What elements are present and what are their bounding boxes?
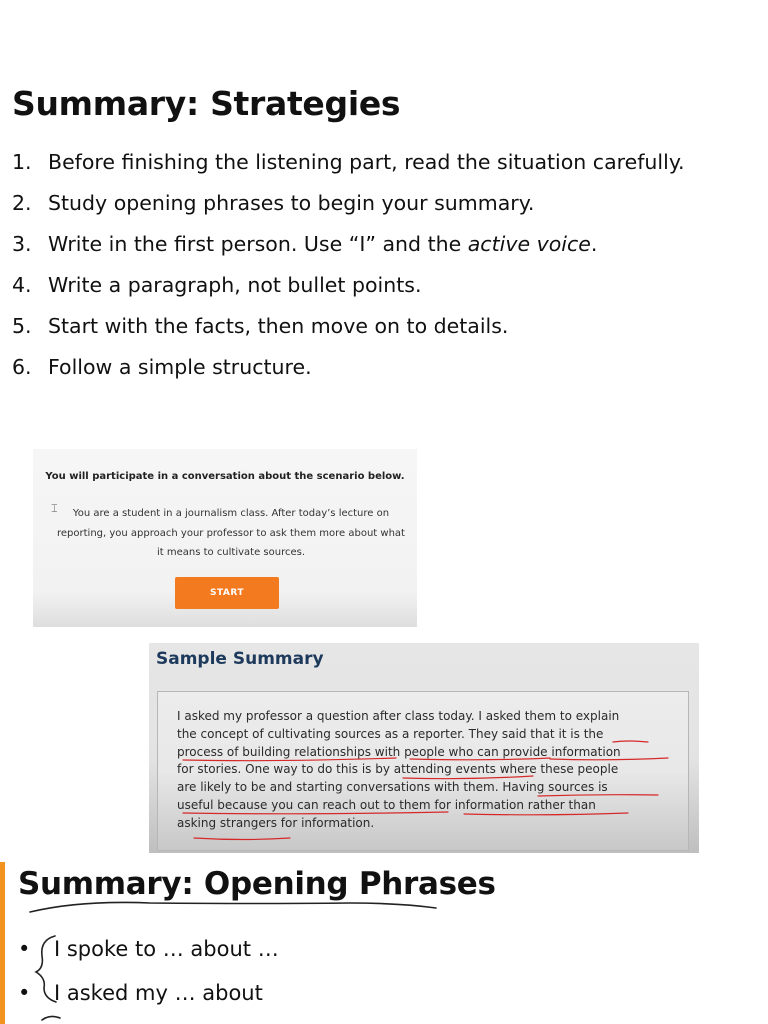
list-item [12,187,752,228]
item-text: Write in the first person. Use “I” and the [48,232,468,256]
item-text: I asked my … about [54,981,263,1005]
item-text: Follow a simple structure. [48,355,312,379]
text-line: are likely to be and starting conversations with them. Having sources is [177,780,608,795]
underline-mark [194,838,290,840]
handwritten-ink-annotations [0,860,768,1024]
bullet-icon: • [18,981,31,1005]
strategies-list [12,146,752,392]
list-item [12,310,752,351]
item-text: Study opening phrases to begin your summary. [48,191,535,215]
sample-summary-panel [149,643,699,853]
item-text: Before finishing the listening part, read the situation carefully. [48,150,685,174]
text-line: the concept of cultivating sources as a reporter. They said that it is the [177,726,604,741]
text-line: useful because you can reach out to them for information rather than [177,797,596,812]
text-line: asking strangers for information. [177,815,375,830]
ink-underline-mark [30,902,436,912]
scenario-panel [33,449,417,627]
list-item [12,146,752,187]
item-number: 3. [12,232,32,256]
sample-summary-title: Sample Summary [156,649,324,669]
text-cursor-icon: ⌶ [51,502,58,515]
text-line: I asked my professor a question after class today. I asked them to explain [177,709,620,723]
list-item [12,269,752,310]
text-line: process of building relationships with people who can provide information [177,744,621,759]
item-text: Write a paragraph, not bullet points. [48,273,422,297]
scenario-body: You are a student in a journalism class. After today’s lecture on reporting, you approach your professor to ask them more about what it means to cultivate sources. [57,508,405,558]
opening-phrases-title: Summary: Opening Phrases [18,866,496,902]
start-button[interactable]: START [175,577,279,609]
bullet-icon: • [18,937,31,961]
strategies-title: Summary: Strategies [12,84,401,123]
item-text: Start with the facts, then move on to details. [48,314,509,338]
item-text-italic: active voice [467,232,591,256]
text-line: for stories. One way to do this is by attending events where these people [177,762,619,777]
list-item [12,351,752,392]
item-number: 6. [12,355,32,379]
item-text-end: . [590,232,598,256]
item-number: 4. [12,273,32,297]
item-number: 1. [12,150,32,174]
item-number: 2. [12,191,32,215]
item-number: 5. [12,314,32,338]
sample-summary-text [177,708,677,833]
scenario-heading: You will participate in a conversation about the scenario below. [45,471,405,482]
ink-brace-mark [42,1016,60,1020]
list-item [12,228,752,269]
sample-summary-box [157,691,689,851]
ink-brace-mark [36,936,56,1002]
item-text: I spoke to … about … [54,937,279,961]
